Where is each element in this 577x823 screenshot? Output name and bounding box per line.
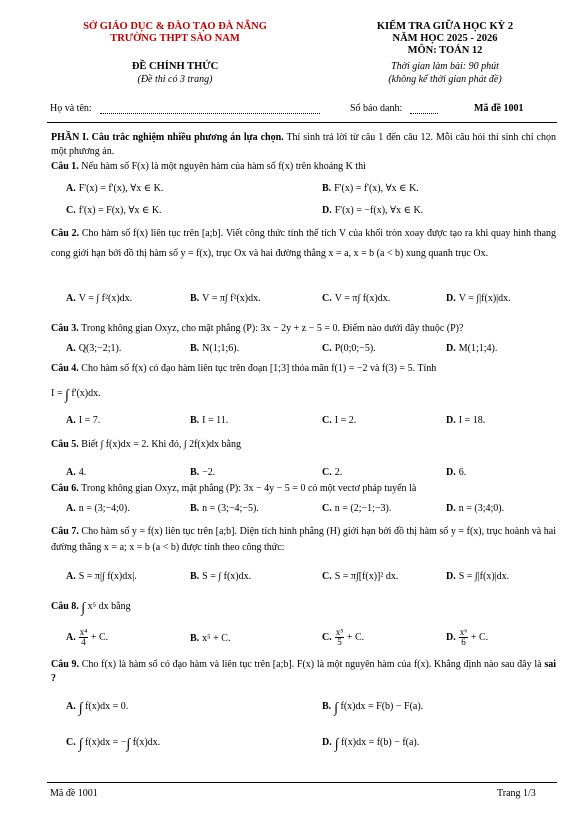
q8-option-b[interactable]: B. x⁵ + C. (190, 633, 231, 644)
q6-option-b[interactable]: B. n = (3;−4;−5). (190, 503, 259, 514)
q3-option-a[interactable]: A. Q(3;−2;1). (66, 343, 122, 354)
question-3: Câu 3. Trong không gian Oxyz, cho mặt phẳng (P): 3x − 2y + z − 5 = 0. Điểm nào dưới đây thuộc (P)? (51, 323, 464, 334)
footer-divider (47, 782, 557, 783)
q7-option-a[interactable]: A. S = π|∫ f(x)dx|. (66, 571, 137, 582)
q3-option-d[interactable]: D. M(1;1;4). (446, 343, 498, 354)
q8-option-d[interactable]: D. $\frac{\text{x⁶}}{6}$ + C. (446, 627, 489, 647)
question-5: Câu 5. Biết ∫ f(x)dx = 2. Khi đó, ∫ 2f(x)dx bằng (51, 439, 241, 450)
time-limit: Thời gian làm bài: 90 phút (391, 61, 499, 72)
subject: MÔN: TOÁN 12 (407, 45, 483, 56)
page-count-note: (Đề thi có 3 trang) (137, 74, 213, 85)
q5-option-b[interactable]: B. −2. (190, 467, 216, 478)
school-year: NĂM HỌC 2025 - 2026 (392, 33, 498, 44)
q5-option-c[interactable]: C. 2. (322, 467, 343, 478)
q6-option-c[interactable]: C. n = (2;−1;−3). (322, 503, 392, 514)
q5-option-a[interactable]: A. 4. (66, 467, 87, 478)
name-field-line[interactable] (100, 113, 320, 114)
q2-option-a[interactable]: A. V = ∫ f²(x)dx. (66, 293, 133, 304)
question-8: Câu 8. ∫ x⁵ dx bằng (51, 601, 131, 616)
department-name: SỞ GIÁO DỤC & ĐÀO TẠO ĐÀ NẴNG (83, 21, 267, 32)
q4-option-b[interactable]: B. I = 11. (190, 415, 229, 426)
question-9: Câu 9. Cho f(x) là hàm số có đạo hàm và liên tục trên [a;b]. F(x) là một nguyên hàm của f(x). Khẳng định nào sau đây là sai ? (51, 659, 556, 684)
q6-option-a[interactable]: A. n = (3;−4;0). (66, 503, 130, 514)
q1-option-a[interactable]: A. F'(x) = f'(x), ∀x ∈ K. (66, 183, 164, 194)
footer-page-number: Trang 1/3 (497, 788, 536, 799)
id-label: Số báo danh: (350, 103, 403, 114)
q9-option-a[interactable]: A. ∫ f(x)dx = 0. (66, 701, 129, 716)
footer-exam-code: Mã đề 1001 (50, 788, 98, 799)
official-label: ĐỀ CHÍNH THỨC (131, 61, 219, 72)
question-1: Câu 1. Nếu hàm số F(x) là một nguyên hàm của hàm số f(x) trên khoảng K thì (51, 161, 366, 172)
q2-option-c[interactable]: C. V = π∫ f(x)dx. (322, 293, 391, 304)
exam-code: Mã đề 1001 (474, 103, 524, 114)
q2-option-d[interactable]: D. V = ∫|f(x)|dx. (446, 293, 511, 304)
q4-formula: I = ∫ f'(x)dx. (51, 388, 101, 403)
question-7: Câu 7. Cho hàm số y = f(x) liên tục trên [a;b]. Diện tích hình phẳng (H) giới hạn bởi đồ thị hàm số y = f(x), trục hoành và hai đường thẳng x = a; x = b (a < b) được tính theo công thức: (51, 526, 556, 553)
name-label: Họ và tên: (50, 103, 92, 114)
time-note: (không kể thời gian phát đề) (388, 74, 502, 85)
q3-option-b[interactable]: B. N(1;1;6). (190, 343, 240, 354)
q1-option-d[interactable]: D. F'(x) = −f(x), ∀x ∈ K. (322, 205, 424, 216)
q1-option-b[interactable]: B. F'(x) = f'(x), ∀x ∈ K. (322, 183, 419, 194)
q4-option-c[interactable]: C. I = 2. (322, 415, 357, 426)
q7-option-d[interactable]: D. S = ∫|f(x)|dx. (446, 571, 510, 582)
q6-option-d[interactable]: D. n = (3;4;0). (446, 503, 505, 514)
header-divider (47, 122, 557, 123)
q1-option-c[interactable]: C. f'(x) = F(x), ∀x ∈ K. (66, 205, 162, 216)
exam-title: KIỂM TRA GIỮA HỌC KỲ 2 (376, 21, 514, 32)
q8-option-c[interactable]: C. $\frac{\text{x⁵}}{5}$ + C. (322, 627, 365, 647)
q2-option-b[interactable]: B. V = π∫ f²(x)dx. (190, 293, 261, 304)
q4-option-d[interactable]: D. I = 18. (446, 415, 486, 426)
question-6: Câu 6. Trong không gian Oxyz, mặt phẳng (P): 3x − 4y − 5 = 0 có một vectơ pháp tuyến là (51, 483, 417, 494)
q8-option-a[interactable]: A. $\frac{\text{x⁴}}{4}$ + C. (66, 627, 109, 647)
q5-option-d[interactable]: D. 6. (446, 467, 467, 478)
q4-option-a[interactable]: A. I = 7. (66, 415, 101, 426)
question-2: Câu 2. Cho hàm số f(x) liên tục trên [a;b]. Viết công thức tính thể tích V của khối tròn xoay được tạo ra khi quay hình thang cong giới hạn bởi đồ thị hàm số y = f(x), trục Ox và hai đường thẳng x = a, x = b (a < b) xung quanh trục Ox. (51, 228, 557, 259)
school-name: TRƯỜNG THPT SÀO NAM (110, 33, 240, 44)
q3-option-c[interactable]: C. P(0;0;−5). (322, 343, 376, 354)
q9-option-b[interactable]: B. ∫ f(x)dx = F(b) − F(a). (322, 701, 424, 716)
id-field-line[interactable] (410, 113, 438, 114)
q7-option-b[interactable]: B. S = ∫ f(x)dx. (190, 571, 252, 582)
q9-option-c[interactable]: C. ∫ f(x)dx = −∫ f(x)dx. (66, 737, 161, 752)
q9-option-d[interactable]: D. ∫ f(x)dx = f(b) − f(a). (322, 737, 420, 752)
q7-option-c[interactable]: C. S = π∫[f(x)]² dx. (322, 571, 399, 582)
part-one-intro: PHẦN I. Câu trắc nghiệm nhiều phương án lựa chọn. Thí sinh trả lời từ câu 1 đến câu 12. Mỗi câu hỏi thí sinh chỉ chọn một phương án. (51, 132, 556, 157)
question-4: Câu 4. Cho hàm số f(x) có đạo hàm liên tục trên đoạn [1;3] thỏa mãn f(1) = −2 và f(3) = 5. Tính (51, 363, 437, 374)
